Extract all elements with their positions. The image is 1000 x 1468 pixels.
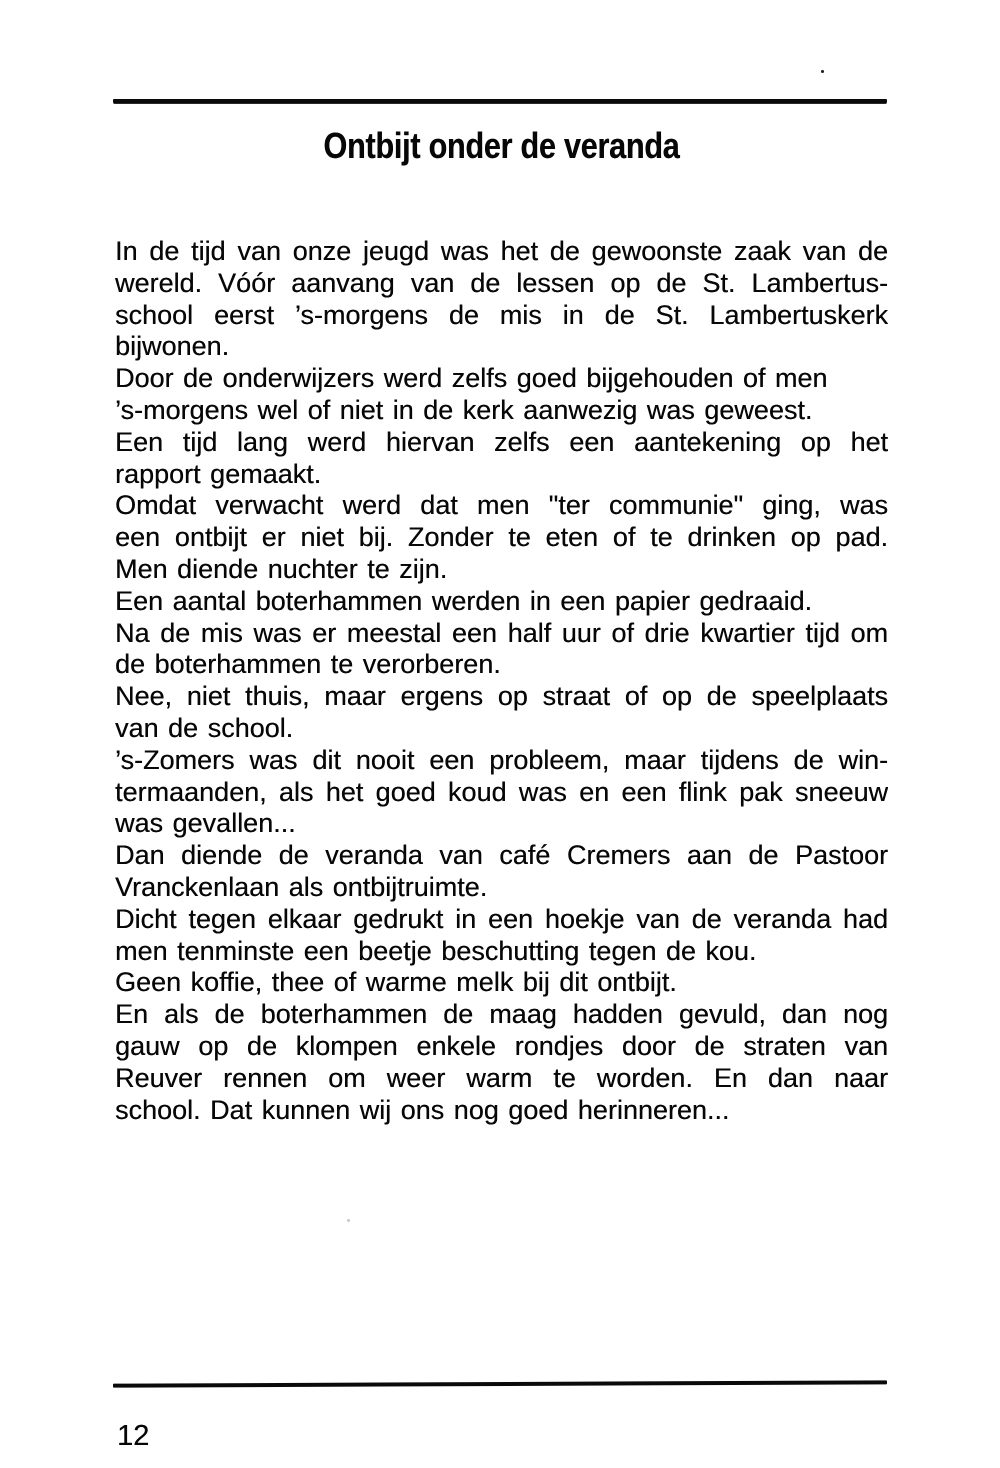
text-line: Geen koffie, thee of warme melk bij dit ontbijt. xyxy=(115,967,677,998)
bottom-rule xyxy=(113,1380,887,1387)
text-line: Nee, niet thuis, maar ergens op straat of op de speelplaats xyxy=(115,681,888,712)
text-line: gauw op de klompen enkele rondjes door de straten van xyxy=(115,1030,888,1061)
page-title xyxy=(115,126,888,166)
text-line: Door de onderwijzers werd zelfs goed bijgehouden of men xyxy=(115,363,828,394)
page-number: 12 xyxy=(117,1420,150,1452)
text-line: bijwonen. xyxy=(115,331,230,362)
text-line: was gevallen... xyxy=(115,808,296,839)
text-line: Een aantal boterhammen werden in een papier gedraaid. xyxy=(115,585,812,616)
body-text xyxy=(115,236,888,1126)
text-line: men tenminste een beetje beschutting tegen de kou. xyxy=(115,935,757,966)
text-line: Dan diende de veranda van café Cremers aan de Pastoor xyxy=(115,840,888,871)
text-line: wereld. Vóór aanvang van de lessen op de St. Lambertus- xyxy=(115,267,888,298)
top-rule xyxy=(113,99,887,103)
text-line: school. Dat kunnen wij ons nog goed herinneren... xyxy=(115,1094,730,1125)
text-line: Dicht tegen elkaar gedrukt in een hoekje van de veranda had xyxy=(115,903,888,934)
text-line: Vranckenlaan als ontbijtruimte. xyxy=(115,871,488,902)
text-line: ’s-Zomers was dit nooit een probleem, maar tijdens de win- xyxy=(115,744,888,775)
text-line: Na de mis was er meestal een half uur of drie kwartier tijd om xyxy=(115,617,888,648)
scan-artifact-dot xyxy=(347,1219,350,1222)
text-line: de boterhammen te verorberen. xyxy=(115,649,501,680)
scan-artifact-dot xyxy=(821,70,824,73)
page-title-text: Ontbijt onder de veranda xyxy=(323,125,680,166)
text-line: rapport gemaakt. xyxy=(115,458,322,489)
text-line: een ontbijt er niet bij. Zonder te eten of te drinken op pad. xyxy=(115,522,888,553)
text-line: In de tijd van onze jeugd was het de gewoonste zaak van de xyxy=(115,236,888,266)
text-line: Omdat verwacht werd dat men "ter communie" ging, was xyxy=(115,490,888,521)
text-line: school eerst ’s-morgens de mis in de St. Lambertuskerk xyxy=(115,299,888,330)
text-line: En als de boterhammen de maag hadden gevuld, dan nog xyxy=(115,999,888,1030)
text-line: Men diende nuchter te zijn. xyxy=(115,553,448,584)
text-line: Reuver rennen om weer warm te worden. En dan naar xyxy=(115,1062,888,1093)
text-line: van de school. xyxy=(115,712,294,743)
text-line: Een tijd lang werd hiervan zelfs een aantekening op het xyxy=(115,426,888,457)
text-line: termaanden, als het goed koud was en een flink pak sneeuw xyxy=(115,776,888,807)
text-line: ’s-morgens wel of niet in de kerk aanwezig was geweest. xyxy=(115,394,813,425)
